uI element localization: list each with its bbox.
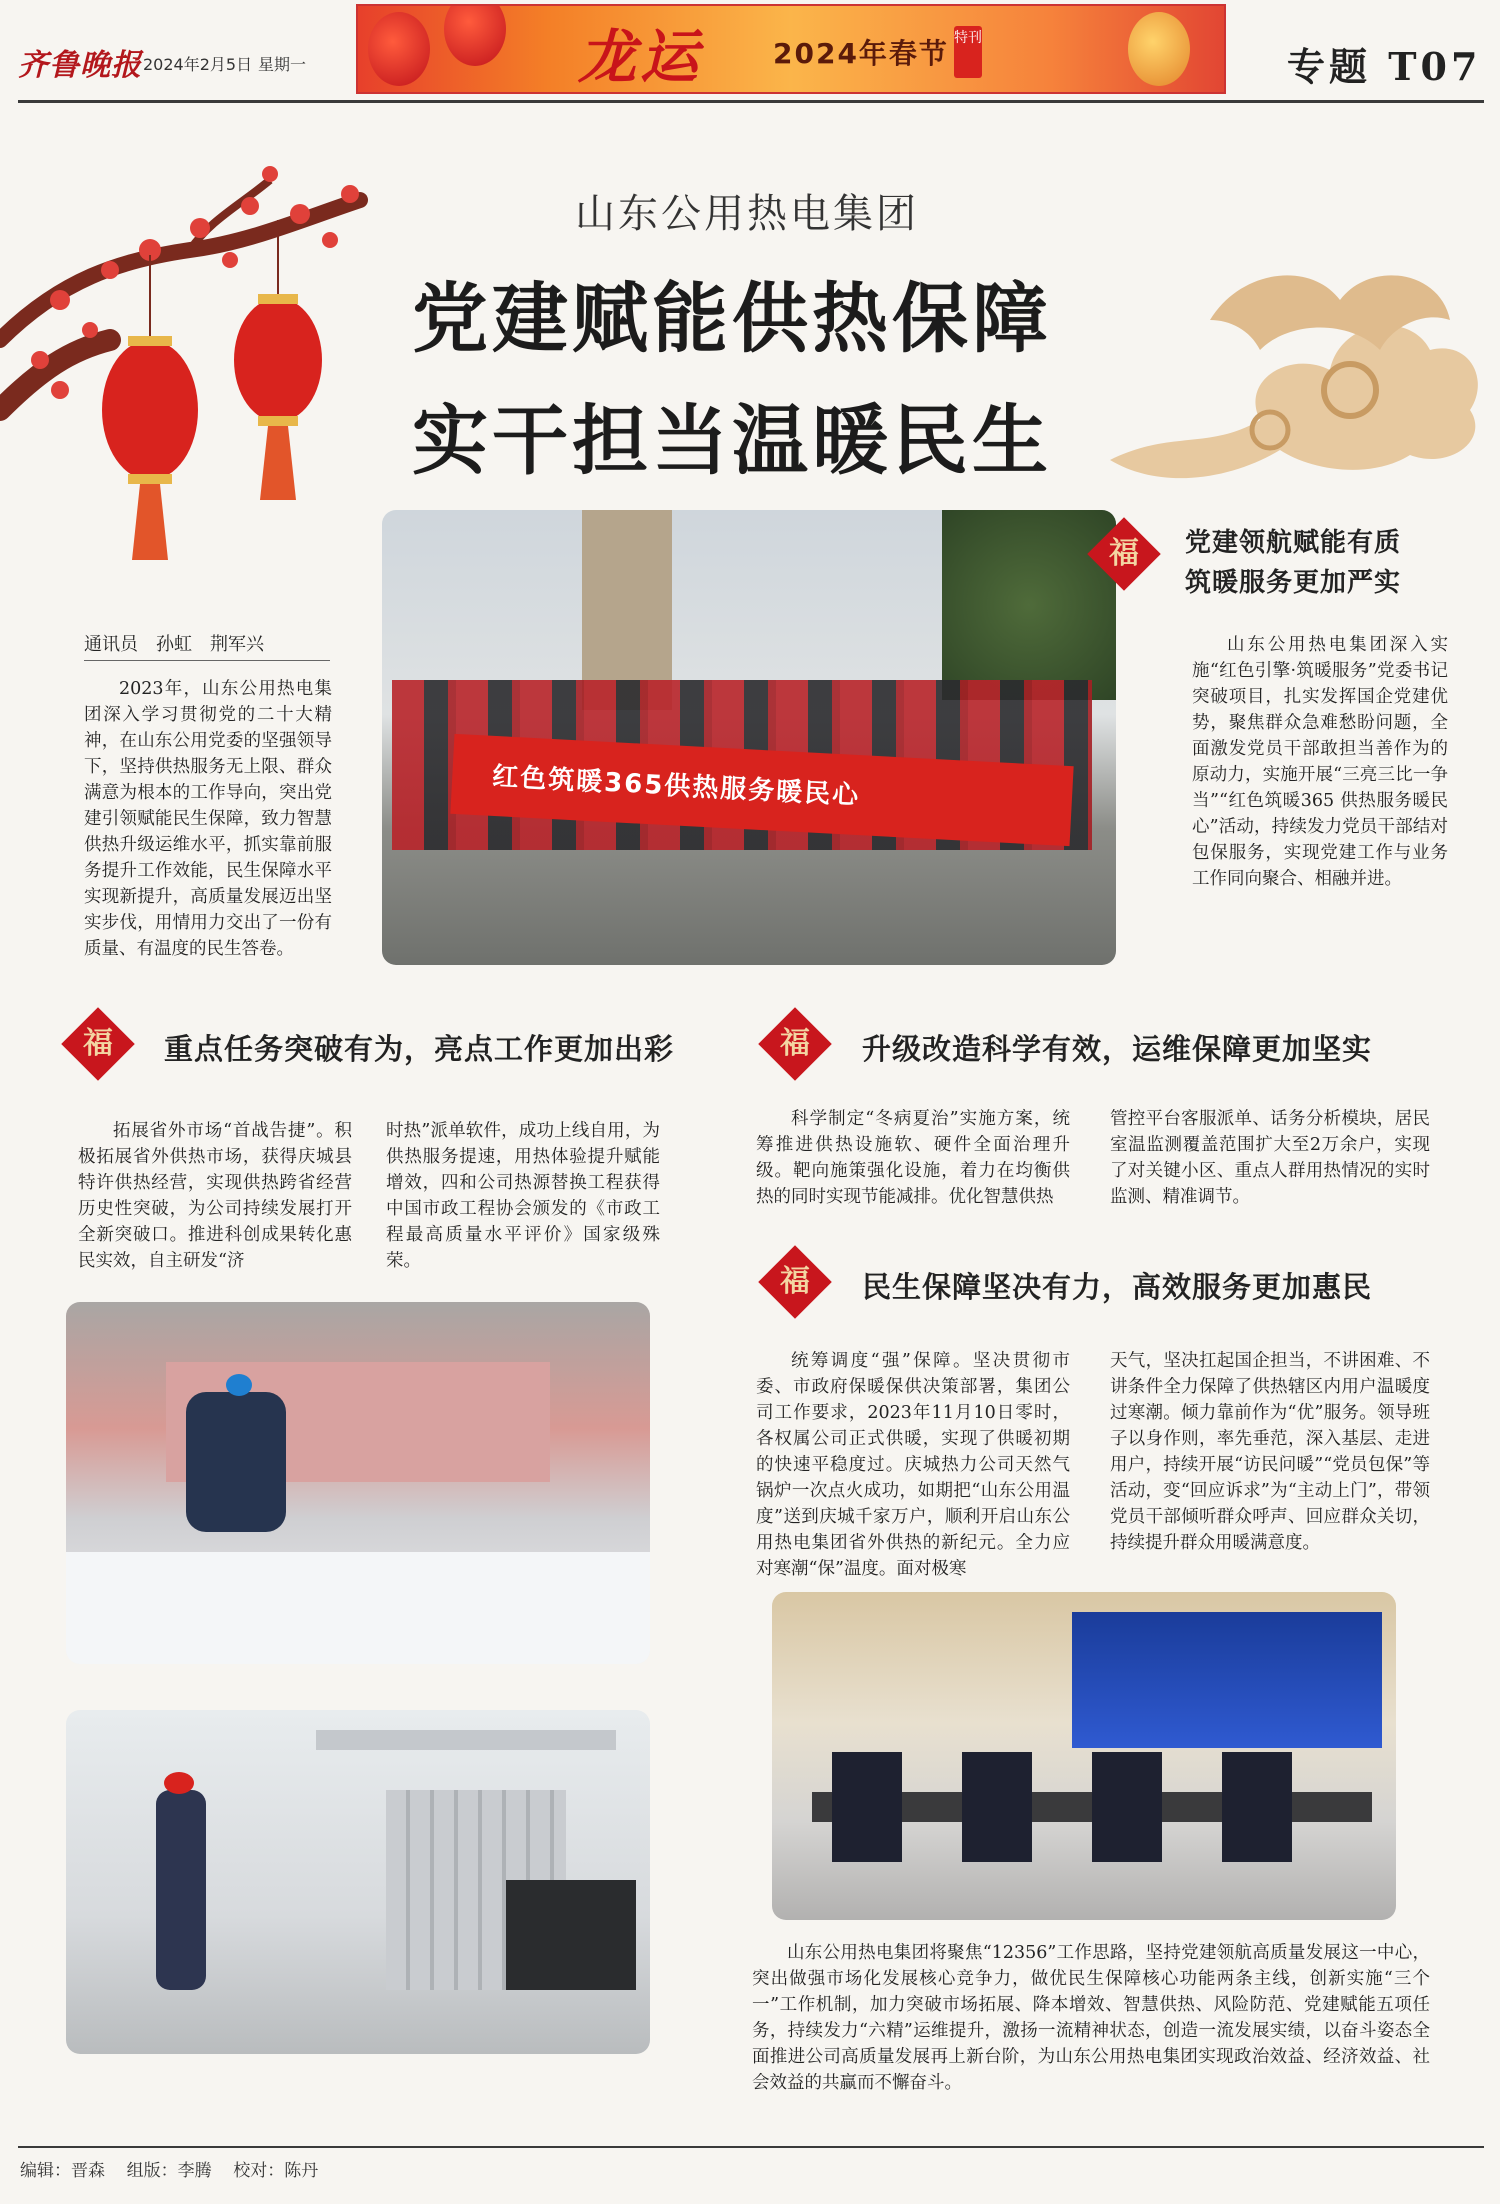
section2-title: 重点任务突破有为，亮点工作更加出彩 [164, 1032, 675, 1066]
photo-control-center [772, 1592, 1396, 1920]
section4-body-col1: 统筹调度“强”保障。坚决贯彻市委、市政府保暖保供决策部署，集团公司工作要求，2023年11月10日零时，各权属公司正式供暖，实现了供暖初期的快速平稳度过。庆城热力公司天然气锅炉一次点火成功，如期把“山东公用温度”送到庆城千家万户，顺利开启山东公用热电集团省外供热的新纪元。全力应对寒潮“保”温度。面对极寒 [756, 1351, 1070, 1579]
hardhat-icon [164, 1772, 194, 1794]
photo-banner-text: 红色筑暖365供热服务暖民心 [491, 761, 861, 812]
header-rule [18, 100, 1484, 103]
dragon-mascot-icon [1128, 12, 1190, 86]
section3-body-col1: 科学制定“冬病夏治”实施方案，统筹推进供热设施软、硬件全面治理升级。靶向施策强化设施，着力在均衡供热的同时实现节能减排。优化智慧供热 [756, 1109, 1070, 1207]
banner-tag: 特刊 [954, 26, 982, 78]
credits [20, 2156, 318, 2181]
section3-title: 升级改造科学有效，运维保障更加坚实 [862, 1032, 1373, 1066]
photo-team-banner [382, 510, 1116, 965]
credit-proof: 校对：陈丹 [233, 2161, 319, 2181]
byline: 通讯员 孙虹 荆军兴 [84, 634, 264, 655]
masthead-logo: 齐鲁晚报 [18, 48, 142, 83]
article-headline-line1: 党建赋能供热保障 [412, 274, 1052, 363]
credit-layout: 组版：李腾 [126, 2161, 212, 2181]
photo-operators [832, 1752, 1352, 1862]
lantern-icon [444, 4, 506, 66]
section2-body-col2: 时热”派单软件，成功上线自用，为供热服务提速，用热体验提升赋能增效，四和公司热源替换工程获得中国市政工程协会颁发的《市政工程最高质量水平评价》国家级殊荣。 [386, 1121, 660, 1271]
hardhat-icon [226, 1374, 252, 1396]
photo-tree [942, 510, 1116, 700]
photo-worker [186, 1392, 286, 1532]
footer-rule [18, 2146, 1484, 2148]
section1-body: 山东公用热电集团深入实施“红色引擎·筑暖服务”党委书记突破项目，扎实发挥国企党建优势，聚焦群众急难愁盼问题，全面激发党员干部敢担当善作为的原动力，实施开展“三亮三比一争当”“红色筑暖365 供热服务暖民心”活动，持续发力党员干部结对包保服务，实现党建工作与业务工作同向聚合、相融并进。 [1192, 635, 1448, 889]
issue-weekday: 星期一 [258, 55, 307, 74]
photo-monitor-wall [1072, 1612, 1382, 1748]
photo-snow-ground [66, 1552, 650, 1664]
issue-date: 2024年2月5日 [143, 55, 253, 74]
section2-body-col1: 拓展省外市场“首战告捷”。积极拓展省外供热市场，获得庆城县特许供热经营，实现供热跨省经营历史性突破，为公司持续发展打开全新突破口。推进科创成果转化惠民实效，自主研发“济 [78, 1121, 352, 1271]
byline-rule [84, 660, 330, 661]
photo-pump-machine [506, 1880, 636, 1990]
photo-boiler-room [66, 1710, 650, 2054]
credit-editor: 编辑：晋森 [20, 2161, 105, 2181]
page-label: 专题 T07 [1287, 44, 1482, 89]
article-kicker: 山东公用热电集团 [575, 191, 919, 237]
lantern-icon [368, 12, 430, 86]
section4-title: 民生保障坚决有力，高效服务更加惠民 [862, 1270, 1373, 1304]
photo-pipe [316, 1730, 616, 1750]
auspicious-cloud-illustration [1090, 200, 1490, 500]
banner-year: 2024年春节 [773, 37, 949, 70]
fu-badge-icon: 福 [758, 1007, 832, 1081]
section1-title-line1: 党建领航赋能有质 [1185, 528, 1402, 558]
article-headline-line2: 实干担当温暖民生 [412, 396, 1052, 485]
festival-banner [356, 4, 1226, 94]
fu-badge-icon: 福 [1087, 517, 1161, 591]
fu-badge-icon: 福 [61, 1007, 135, 1081]
closing-paragraph: 山东公用热电集团将聚焦“12356”工作思路，坚持党建领航高质量发展这一中心，突出做强市场化发展核心竞争力，做优民生保障核心功能两条主线，创新实施“三个一”工作机制，加力突破市场拓展、降本增效、智慧供热、风险防范、党建赋能五项任务，持续发力“六精”运维提升，激扬一流精神状态，创造一流发展实绩，以奋斗姿态全面推进公司高质量发展再上新台阶，为山东公用热电集团实现政治效益、经济效益、社会效益的共赢而不懈奋斗。 [752, 1943, 1430, 2093]
section1-title-line2: 筑暖服务更加严实 [1185, 568, 1402, 598]
section4-body-col2: 天气，坚决扛起国企担当，不讲困难、不讲条件全力保障了供热辖区内用户温暖度过寒潮。倾力靠前作为“优”服务。领导班子以身作则，率先垂范，深入基层、走进用户，持续开展“访民问暖”“党员包保”等活动，变“回应诉求”为“主动上门”，带领党员干部倾听群众呼声、回应群众关切，持续提升群众用暖满意度。 [1110, 1351, 1430, 1553]
fu-badge-icon: 福 [758, 1245, 832, 1319]
photo-snow-inspection [66, 1302, 650, 1664]
section3-body-col2: 管控平台客服派单、话务分析模块，居民室温监测覆盖范围扩大至2万余户，实现了对关键小区、重点人群用热情况的实时监测、精准调节。 [1110, 1109, 1430, 1207]
banner-calligraphy: 龙运 [578, 23, 703, 91]
photo-worker [156, 1790, 206, 1990]
lead-paragraph: 2023年，山东公用热电集团深入学习贯彻党的二十大精神，在山东公用党委的坚强领导下，坚持供热服务无上限、群众满意为根本的工作导向，突出党建引领赋能民生保障，致力智慧供热升级运维水平，抓实靠前服务提升工作效能，民生保障水平实现新提升，高质量发展迈出坚实步伐，用情用力交出了一份有质量、有温度的民生答卷。 [84, 679, 332, 959]
